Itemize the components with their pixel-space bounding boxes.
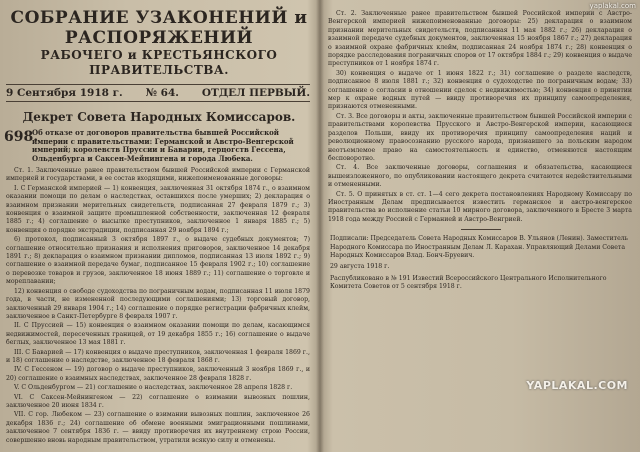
article-header [4, 129, 310, 163]
paragraph: III. С Баварией — 17) конвенция о выдаче преступников, заключенная 1 февраля 1869 г., и 18) соглашение о наследстве, заключенное 18 февраля 1868 г. [6, 348, 310, 364]
article-title: Об отказе от договоров правительства бывшей Российской империи с правительствами: Германской и Австро-Венгерской империй; королевств Пруссии и Баварии, герцогств Гессена, Ольденбурга и Саксен-Мейнингена и города Любека. [32, 128, 294, 163]
site-watermark: YAPLAKAL.COM [526, 379, 628, 392]
paragraph: Ст. 3. Все договоры и акты, заключенные правительством бывшей Российской империи с правительствами королевства Прусского и Австро-Венгерской империи, касающиеся разделов Польши, ввиду их противоречия принципу самоопределения наций и революционному правосознанию русского народа, признавшего за польским народом неотъемлемое право на самостоятельность и единство, отменяются настоящим бесповоротно. [328, 112, 632, 162]
paragraph: V. С Ольденбургом — 21) соглашение о наследствах, заключенное 28 апреля 1828 г. [14, 384, 293, 392]
signatures: Подписали: Председатель Совета Народных Комиссаров В. Ульянов (Ленин). Заместитель Народного Комиссара по Иностранным Делам Л. Карахан. Управляющий Делами Совета Народных Комиссаров Влад. Бонч-Бруевич. [330, 235, 629, 259]
paragraph: I. С Германской империей — 1) конвенция, заключенная 31 октября 1874 г., о взаимном оказании помощи по делам о наследствах, оставшихся после умерших; 2) декларация о взаимном признании мерительных свидетельств, подписанная 27 февраля 1879 г.; 3) конвенция о взаимной защите промышленной собственности, заключенная 12 февраля 1885 г.; 4) соглашение о высылке преступников, заключенное 1 января 1885 г.; 5) конвенция о порядке экстрадиции, подписанная 29 ноября 1894 г.; [6, 184, 310, 234]
right-body [328, 10, 632, 224]
divider [461, 229, 501, 230]
paragraph: Ст. 1. Заключенные ранее правительством бывшей Российской империи с Германской империей и государствами, в ее состав входящими, нижепоименованные договоры: [6, 167, 310, 183]
left-body [6, 167, 310, 445]
paragraph: Ст. 4. Все заключенные договоры, соглашения и обязательства, касающиеся вышеизложенного, по опубликовании настоящего декрета считаются недействительными и отмененными. [328, 164, 632, 189]
left-page [0, 0, 318, 452]
section-label: ОТДЕЛ ПЕРВЫЙ. [201, 87, 310, 99]
dateline [6, 84, 310, 102]
issue-number: № 64. [145, 87, 179, 99]
issue-date: 9 Сентября 1918 г. [6, 87, 123, 99]
masthead-subtitle: РАБОЧЕГО и КРЕСТЬЯНСКОГО ПРАВИТЕЛЬСТВА. [40, 48, 278, 77]
paragraph: Ст. 2. Заключенные ранее правительством бывшей Российской империи с Австро-Венгерской империей нижепоименованные договоры: 25) декларация о взаимном признании мерительных свидетельств, подписанная 11 мая 1882 г.; 26) декларация о взаимной передаче судебных документов, заключенная 15 ноября 1867 г.; 27) декларация о взаимной охране фабричных клейм, подписанная 24 ноября 1874 г.; 28) конвенция о порядке расследования пограничных споров от 17 октября 1884 г.; 29) конвенция о выдаче преступников от 1 ноября 1874 г. [328, 10, 632, 68]
publication-note: Распубликовано в № 191 Известий Всероссийского Центрального Исполнительного Комитета Советов от 5 сентября 1918 г. [330, 274, 607, 291]
masthead [0, 8, 318, 78]
paragraph: 12) конвенция о свободе судоходства по пограничным водам, подписанная 11 июля 1879 года, в части, не измененной последующими соглашениями; 13) торговый договор, заключенный 29 января 1904 г.; 14) соглашение о порядке регистрации фабричных клейм, заключенное в Санкт-Петербурге 8 февраля 1907 г. [6, 287, 310, 320]
paragraph: VI. С Саксен-Мейнингеном — 22) соглашение о взимании вывозных пошлин, заключенное 20 июня 1834 г. [6, 393, 310, 409]
paragraph: Ст. 5. О принятых в ст. ст. 1—4 сего декрета постановлениях Народному Комиссару по Иностранным Делам предписывается известить германское и австро-венгерское правительства во исполнение статьи 10 мирного договора, заключенного в Бресте 3 марта 1918 года между Россией с Германией и Австро-Венгрией. [328, 190, 632, 223]
decree-title: Декрет Совета Народных Комиссаров. [22, 110, 296, 124]
paragraph: 6) протокол, подписанный 3 октября 1897 г., о выдаче судебных документов; 7) соглашение относительно признания и исполнения приговоров, заключенное 14 декабря 1891 г.; 8) декларация о взаимном признании дипломов, подписанная 13 июля 1892 г.; 9) соглашение о взаимной передаче бумаг, подписанное 15 февраля 1902 г.; 10) соглашение о перевозке товаров и грузов, заключенное 18 июня 1889 г.; 11) соглашение о торговле и мореплавании; [6, 236, 310, 286]
paragraph: II. С Пруссией — 15) конвенция о взаимном оказании помощи по делам, касающимся недвижимостей, пересеченных границей, от 19 декабря 1855 г.; 16) соглашение о выдаче беглых, заключенное 13 мая 1881 г. [6, 322, 310, 347]
sign-date: 29 августа 1918 г. [330, 263, 390, 271]
paragraph: 30) конвенция о выдаче от 1 июня 1822 г.; 31) соглашение о разделе наследств, подписанное 8 июля 1881 г.; 32) конвенция о судоходстве по пограничным водам; 33) соглашение о согласии в отношении сделок с недвижимостью; 34) конвенция о принятии мер к охране водных путей — ввиду противоречия их принципу самоопределения, признаются отмененными. [328, 69, 632, 111]
masthead-title: СОБРАНИЕ УЗАКОНЕНИЙ и РАСПОРЯЖЕНИЙ [10, 8, 308, 48]
paragraph: IV. С Гессеном — 19) договор о выдаче преступников, заключенный 3 ноября 1869 г., и 20) соглашение о взаимных наследствах, заключенное 28 февраля 1828 г. [6, 366, 310, 382]
corner-watermark: yaplakal.com [589, 2, 636, 10]
article-number: 698. [4, 129, 39, 145]
paragraph: VII. С гор. Любеком — 23) соглашение о взимании вывозных пошлин, заключенное 26 декабря 1836 г.; 24) соглашение об обмене военными эмиграционными пошлинами, заключенное 7 сентября 1836 г. — ввиду противоречия их внутреннему строю России, совершенно вновь народным правительством, утратили всякую силу и отменены. [6, 411, 310, 444]
